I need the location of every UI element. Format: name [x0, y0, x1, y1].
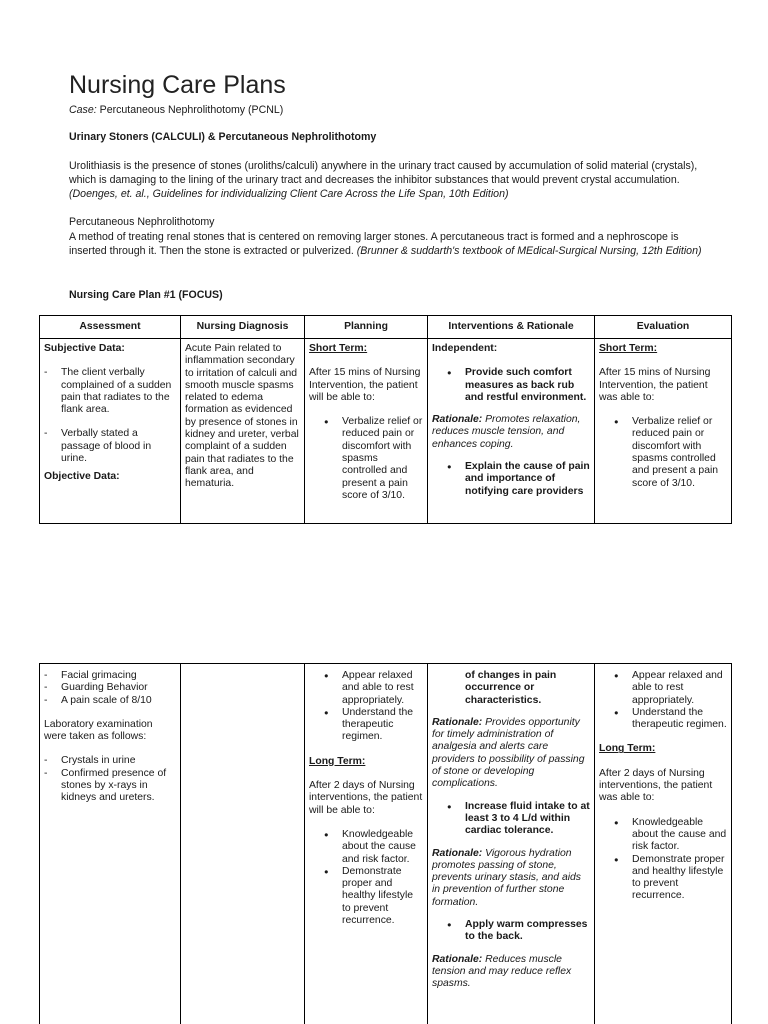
intervention-list-1 — [432, 367, 590, 404]
planning-long-list — [309, 829, 423, 927]
table-row — [40, 339, 732, 524]
list-item: - A pain scale of 8/10 — [61, 695, 176, 707]
subjective-list — [44, 367, 176, 465]
list-item: - Guarding Behavior — [61, 682, 176, 694]
urolithiasis-citation: (Doenges, et. al., Guidelines for individualizing Client Care Across the Life Span, 10th Edition) — [69, 188, 509, 200]
rationale-label: Rationale: — [432, 847, 483, 859]
objective-label: Objective Data: — [44, 471, 120, 483]
planning-short-term-label: Short Term: — [309, 343, 368, 354]
list-item: ● Appear relaxed and able to rest appropriately. — [342, 670, 423, 707]
intervention-item: ● Increase fluid intake to at least 3 to 4 L/d within cardiac tolerance. — [465, 801, 590, 838]
header-evaluation: Evaluation — [595, 316, 732, 339]
page-title: Nursing Care Plans — [69, 71, 286, 99]
planning-short-list — [309, 416, 423, 502]
diagnosis-cell: Acute Pain related to inflammation secondary to irritation of calculi and smooth muscle spasms related to edema formation as evidenced by presence of stones in kidney and ureter, verbal complaint of a sudden pain that radiates to the flank area, and hematuria. — [181, 339, 305, 524]
urolithiasis-text: Urolithiasis is the presence of stones (uroliths/calculi) anywhere in the urinary tract caused by accumulation of solid material (crystals), which is damaging to the lining of the urinary tract and decreases the inhibitor substances that would prevent crystal accumulation. — [69, 160, 698, 186]
evaluation-cell-cont — [595, 664, 732, 1024]
rationale-2 — [432, 717, 590, 791]
intervention-item: ● Provide such comfort measures as back rub and restful environment. — [465, 367, 590, 404]
list-item: - Facial grimacing — [61, 670, 176, 682]
diagnosis-cell-cont — [181, 664, 305, 1024]
list-item: ● Verbalize relief or reduced pain or discomfort with spasms controlled and present a pain score of 3/10. — [342, 416, 423, 502]
planning-short-list-cont — [309, 670, 423, 744]
care-plan-heading: Nursing Care Plan #1 (FOCUS) — [69, 289, 223, 301]
intervention-item: ● Apply warm compresses to the back. — [465, 919, 590, 944]
page-gap — [0, 540, 768, 662]
eval-short-list — [599, 416, 727, 490]
planning-long-term-text: After 2 days of Nursing interventions, the patient will be able to: — [309, 780, 423, 816]
pcnl-citation: (Brunner & suddarth's textbook of MEdical-Surgical Nursing, 12th Edition) — [356, 245, 702, 257]
urolithiasis-paragraph — [69, 159, 709, 201]
case-line — [69, 104, 283, 116]
assessment-cell — [40, 339, 181, 524]
rationale-label: Rationale: — [432, 716, 483, 728]
pcnl-heading: Percutaneous Nephrolithotomy — [69, 216, 215, 228]
list-item: ● Demonstrate proper and healthy lifestyle to prevent recurrence. — [632, 854, 727, 903]
interventions-cell — [428, 339, 595, 524]
intervention-list-3 — [432, 801, 590, 838]
planning-cell — [305, 339, 428, 524]
subjective-label: Subjective Data: — [44, 343, 125, 354]
list-item: ● Knowledgeable about the cause and risk factor. — [632, 817, 727, 854]
calculi-heading: Urinary Stoners (CALCULI) & Percutaneous Nephrolithotomy — [69, 131, 377, 143]
eval-long-term-label: Long Term: — [599, 743, 656, 755]
rationale-label: Rationale: — [432, 953, 483, 965]
pcnl-text: A method of treating renal stones that is centered on removing larger stones. A percutaneous tract is formed and a nephroscope is inserted through it. Then the stone is extracted or pulverized. — [69, 231, 679, 257]
rationale-label: Rationale: — [432, 414, 483, 426]
list-item: - Crystals in urine — [61, 755, 176, 767]
care-plan-table-continued — [39, 663, 732, 1024]
planning-cell-cont — [305, 664, 428, 1024]
header-interventions: Interventions & Rationale — [428, 316, 595, 339]
lab-list — [44, 755, 176, 804]
assessment-cell-cont — [40, 664, 181, 1024]
rationale-text: Promotes relaxation, reduces muscle tension, and enhances coping. — [432, 414, 581, 450]
rationale-text: Vigorous hydration promotes passing of stone, prevents urinary stasis, and aids in prevention of further stone formation. — [432, 847, 582, 908]
evaluation-cell — [595, 339, 732, 524]
interventions-cell-cont — [428, 664, 595, 1024]
intervention-item: ● Explain the cause of pain and importance of notifying care providers — [465, 461, 590, 498]
eval-short-term-label: Short Term: — [599, 343, 658, 354]
eval-long-term-text: After 2 days of Nursing interventions, the patient was able to: — [599, 767, 713, 804]
list-item: ● Understand the therapeutic regimen. — [632, 707, 727, 732]
header-planning: Planning — [305, 316, 428, 339]
case-label: Case: — [69, 104, 97, 116]
intervention-list-2 — [432, 461, 590, 498]
list-item: ● Demonstrate proper and healthy lifestyle to prevent recurrence. — [342, 866, 423, 927]
header-nursing-diagnosis: Nursing Diagnosis — [181, 316, 305, 339]
eval-short-list-cont — [599, 670, 727, 731]
rationale-text: Provides opportunity for timely administration of analgesia and alerts care providers to possibility of passing of stone or developing complications. — [432, 716, 585, 790]
case-value: Percutaneous Nephrolithotomy (PCNL) — [96, 104, 284, 116]
list-item: ● Appear relaxed and able to rest appropriately. — [632, 670, 727, 707]
list-item: ● Understand the therapeutic regimen. — [342, 707, 423, 744]
rationale-text: Reduces muscle tension and may reduce reflex spasms. — [432, 953, 572, 990]
lab-text: Laboratory examination were taken as follows: — [44, 718, 153, 743]
table-header-row — [40, 316, 732, 339]
eval-long-list — [599, 817, 727, 903]
independent-label: Independent: — [432, 343, 498, 354]
care-plan-table — [39, 315, 732, 524]
list-item: - Verbally stated a passage of blood in urine. — [61, 428, 176, 465]
intervention-list-4 — [432, 919, 590, 944]
list-item: - Confirmed presence of stones by x-rays in kidneys and ureters. — [61, 768, 176, 805]
list-item: ● Verbalize relief or reduced pain or discomfort with spasms controlled and present a pain score of 3/10. — [632, 416, 727, 490]
pcnl-paragraph — [69, 230, 709, 258]
planning-short-term-text: After 15 mins of Nursing Intervention, the patient will be able to: — [309, 367, 421, 403]
rationale-1 — [432, 414, 590, 451]
objective-list — [44, 670, 176, 707]
list-item: ● Knowledgeable about the cause and risk factor. — [342, 829, 423, 866]
intervention-continued: of changes in pain occurrence or characteristics. — [465, 670, 557, 706]
table-row — [40, 664, 732, 1024]
header-assessment: Assessment — [40, 316, 181, 339]
list-item: - The client verbally complained of a sudden pain that radiates to the flank area. — [61, 367, 176, 416]
rationale-4 — [432, 954, 590, 991]
rationale-3 — [432, 848, 590, 909]
eval-short-term-text: After 15 mins of Nursing Intervention, the patient was able to: — [599, 367, 711, 403]
planning-long-term-label: Long Term: — [309, 755, 366, 767]
